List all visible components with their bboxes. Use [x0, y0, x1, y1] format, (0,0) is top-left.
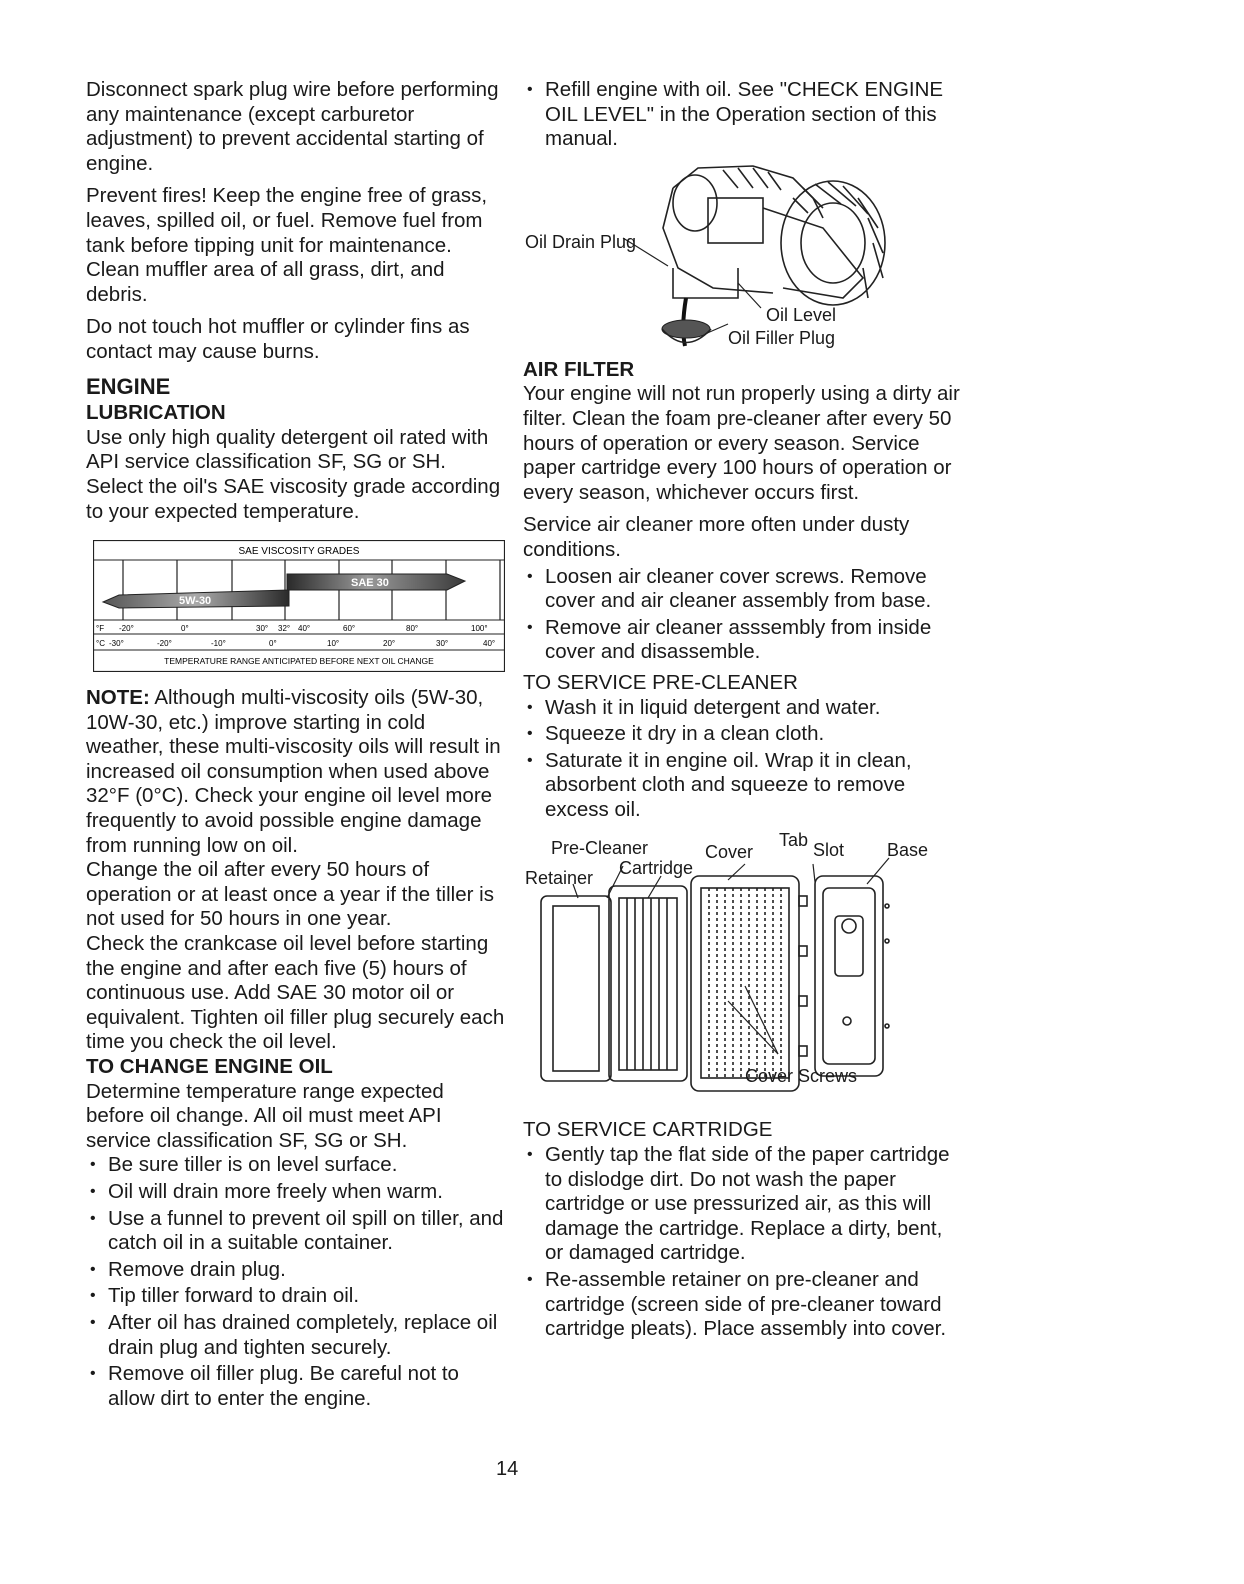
air-filter-dusty: Service air cleaner more often under dusty conditions.	[523, 513, 910, 561]
c-tick: 0°	[269, 639, 277, 649]
fahrenheit-unit: °F	[96, 624, 105, 634]
change-oil-heading: TO CHANGE ENGINE OIL	[86, 1055, 333, 1078]
list-item: • After oil has drained completely, replace oil drain plug and tighten securely.	[86, 1311, 506, 1360]
cover-screws-label: Cover Screws	[745, 1066, 858, 1087]
list-item: • Loosen air cleaner cover screws. Remove cover and air cleaner assembly from base.	[523, 565, 963, 614]
change-oil-text: Determine temperature range expected before oil change. All oil must meet API service classification SF, SG or SH.	[86, 1079, 444, 1152]
chart-title: SAE VISCOSITY GRADES	[238, 546, 360, 558]
air-filter-heading: AIR FILTER	[523, 357, 635, 381]
refill-list	[523, 78, 963, 152]
c-tick: -30°	[109, 639, 124, 649]
c-tick: 30°	[436, 639, 449, 649]
engine-heading: ENGINE	[86, 373, 171, 399]
sae30-label: SAE 30	[351, 577, 389, 590]
f-tick: 32°	[278, 624, 291, 634]
list-item: • Squeeze it dry in a clean cloth.	[523, 722, 963, 747]
f-tick: 100°	[471, 624, 488, 634]
list-item: • Oil will drain more freely when warm.	[86, 1180, 506, 1205]
tab-label: Tab	[779, 830, 809, 851]
retainer-label: Retainer	[525, 868, 594, 889]
cartridge-heading: TO SERVICE CARTRIDGE	[523, 1118, 773, 1142]
oil-drain-plug-label: Oil Drain Plug	[525, 231, 637, 252]
c-tick: -10°	[211, 639, 226, 649]
f-tick: 60°	[343, 624, 356, 634]
air-filter-figure	[523, 830, 963, 1106]
sae5w30-label: 5W-30	[179, 595, 212, 608]
precleaner-heading: TO SERVICE PRE-CLEANER	[523, 670, 798, 694]
base-label: Base	[887, 840, 929, 861]
list-item: • Gently tap the flat side of the paper cartridge to dislodge dirt. Do not wash the paper cartridge or use pressurized air, as this will damage the cartridge. Replace a dirty, bent, or damaged cartridge.	[523, 1143, 963, 1266]
f-tick: 80°	[406, 624, 419, 634]
f-tick: 0°	[181, 624, 189, 634]
f-tick: 30°	[256, 624, 269, 634]
list-item: • Remove oil filler plug. Be careful not to allow dirt to enter the engine.	[86, 1362, 506, 1411]
air-filter-intro: Your engine will not run properly using a dirty air filter. Clean the foam pre-cleaner after every 50 hours of operation or every season. Service paper cartridge every 100 hours of operation or every season, whichever occurs first.	[523, 382, 960, 504]
lubrication-text: Use only high quality detergent oil rated with API service classification SF, SG or SH. Select the oil's SAE viscosity grade according to your expected temperature.	[86, 425, 501, 523]
sae-viscosity-chart	[93, 540, 505, 672]
f-tick: -20°	[119, 624, 134, 634]
list-item: • Remove drain plug.	[86, 1258, 506, 1283]
c-tick: 10°	[327, 639, 340, 649]
cartridge-steps	[523, 1143, 963, 1342]
warning-spark-plug: Disconnect spark plug wire before performing any maintenance (except carburetor adjustment) to prevent accidental starting of engine.	[86, 78, 499, 175]
check-oil-text: Check the crankcase oil level before starting the engine and after each five (5) hours of continuous use. Add SAE 30 motor oil or equivalent. Tighten oil filler plug securely each time you check the oil level.	[86, 932, 505, 1054]
pre-cleaner-label: Pre-Cleaner	[551, 838, 649, 859]
engine-oil-figure	[523, 158, 963, 348]
list-item: • Saturate it in engine oil. Wrap it in clean, absorbent cloth and squeeze to remove excess oil.	[523, 749, 963, 823]
precleaner-steps	[523, 696, 963, 823]
list-item: • Remove air cleaner asssembly from inside cover and disassemble.	[523, 616, 963, 665]
lubrication-heading: LUBRICATION	[86, 401, 226, 425]
celsius-unit: °C	[96, 639, 105, 649]
oil-filler-plug-label: Oil Filler Plug	[728, 327, 836, 348]
oil-level-label: Oil Level	[766, 304, 837, 325]
c-tick: 20°	[383, 639, 396, 649]
list-item: • Tip tiller forward to drain oil.	[86, 1284, 506, 1309]
note-paragraph	[86, 686, 506, 858]
slot-label: Slot	[813, 840, 845, 861]
note-text: Although multi-viscosity oils (5W-30, 10W-30, etc.) improve starting in cold weather, these multi-viscosity oils will result in increased oil consumption when used above 32°F (0°C). Check your engine oil level more frequently to avoid possible engine damage from running low on oil.	[86, 686, 501, 857]
cartridge-label: Cartridge	[619, 858, 694, 879]
change-oil-steps	[86, 1153, 506, 1411]
warning-burns: Do not touch hot muffler or cylinder fins as contact may cause burns.	[86, 315, 470, 363]
list-item: • Refill engine with oil. See "CHECK ENGINE OIL LEVEL" in the Operation section of this manual.	[523, 78, 963, 152]
c-tick: -20°	[157, 639, 172, 649]
list-item: • Be sure tiller is on level surface.	[86, 1153, 506, 1178]
page-number: 14	[496, 1458, 519, 1480]
air-filter-steps	[523, 565, 963, 665]
left-column	[86, 78, 506, 1417]
cover-label: Cover	[705, 842, 754, 863]
right-column	[523, 78, 963, 1348]
list-item: • Use a funnel to prevent oil spill on tiller, and catch oil in a suitable container.	[86, 1207, 506, 1256]
note-label: NOTE:	[86, 686, 150, 710]
list-item: • Re-assemble retainer on pre-cleaner and cartridge (screen side of pre-cleaner toward cartridge pleats). Place assembly into cover.	[523, 1268, 963, 1342]
change-interval-text: Change the oil after every 50 hours of operation or at least once a year if the tiller is not used for 50 hours in one year.	[86, 858, 494, 931]
chart-footer: TEMPERATURE RANGE ANTICIPATED BEFORE NEXT OIL CHANGE	[164, 656, 434, 667]
warning-fire: Prevent fires! Keep the engine free of grass, leaves, spilled oil, or fuel. Remove fuel from tank before tipping unit for maintenance. Clean muffler area of all grass, dirt, and debris.	[86, 184, 488, 306]
f-tick: 40°	[298, 624, 311, 634]
list-item: • Wash it in liquid detergent and water.	[523, 696, 963, 721]
c-tick: 40°	[483, 639, 496, 649]
